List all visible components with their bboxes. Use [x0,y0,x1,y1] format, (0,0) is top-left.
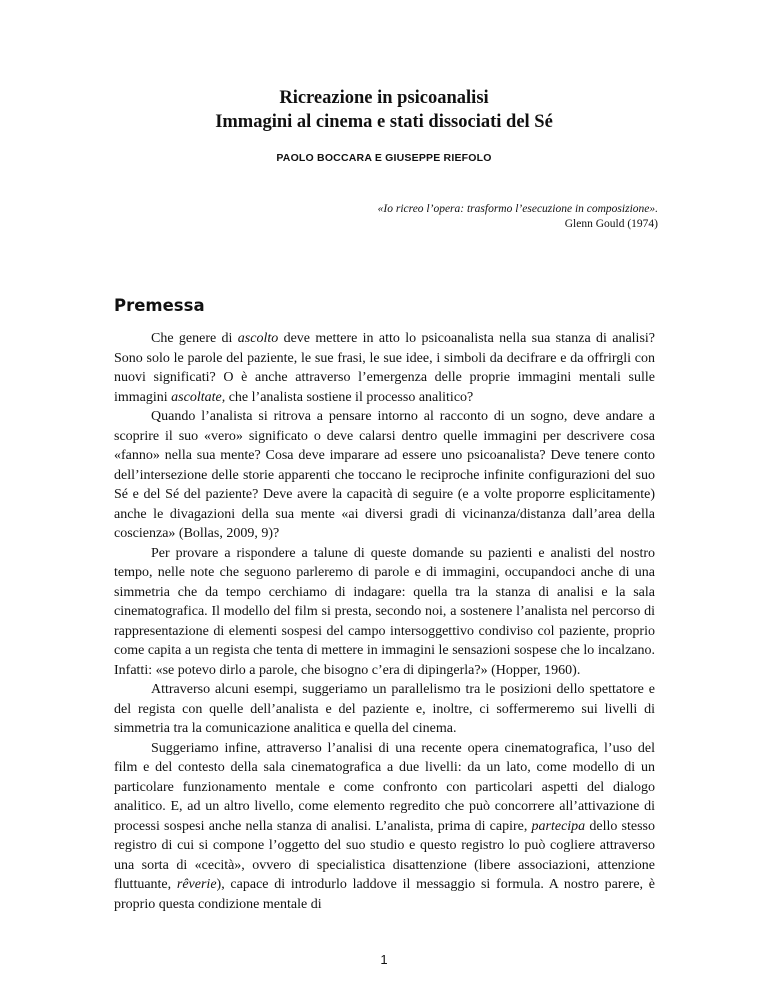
italic-text: ascoltate, [171,389,226,405]
paragraph [114,739,655,915]
text-run: dello stesso registro di cui si compone l’oggetto del suo studio e questo registro lo può cogliere attraverso una sorta di «cecità», ovvero di specialistica disattenzione (libere associazioni, attenzione fluttuante, [114,818,655,892]
page-number: 1 [380,952,388,967]
article-title [0,86,768,134]
text-run: deve mettere in atto lo psicoanalista nella sua stanza di analisi? Sono solo le parole del paziente, le sue frasi, le sue idee, i simboli da decifrare e da offrirgli con nuovi significati? O è anche attraverso l’emergenza delle proprie immagini mentali sulle immagini [114,331,655,405]
epigraph [238,202,658,232]
title-line-1: Ricreazione in psicoanalisi [279,88,489,108]
authors: PAOLO BOCCARA E GIUSEPPE RIEFOLO [276,152,492,164]
title-line-2: Immagini al cinema e stati dissociati del Sé [215,112,553,132]
section-heading: Premessa [114,296,205,315]
epigraph-attribution: Glenn Gould (1974) [564,218,658,230]
body-text [114,329,655,914]
paragraph [114,544,655,681]
text-run: ), capace di introdurlo laddove il messaggio si formula. A nostro parere, è proprio questa condizione mentale di [114,877,656,912]
italic-text: partecipa [531,818,586,834]
italic-text: ascolto [237,331,279,346]
text-run: Che genere di [151,331,238,346]
paragraph [114,407,655,544]
text-run: Quando l’analista si ritrova a pensare intorno al racconto di un sogno, deve andare a scoprire il suo «vero» significato o deve calarsi dentro quelle immagini per descrivere cosa «fanno» nella sua mente? Cosa deve imparare ad essere uno psicoanalista? Deve tenere conto dell’intersezione delle storie apparenti che toccano le reciproche infinite configurazioni del suo Sé e del Sé del paziente? Deve avere la capacità di seguire (e a volte proporre esplicitamente) anche le divagazioni della sua mente «ai diversi gradi di vicinanza/distanza dall’area della coscienza» (Bollas, 2009, 9)? [114,409,655,541]
paragraph [114,329,655,407]
paragraph [114,680,655,739]
italic-text: rêverie [176,877,217,892]
text-run: Suggeriamo infine, attraverso l’analisi di una recente opera cinematografica, l’uso del film e del contesto della sala cinematografica a due livelli: da un lato, come modello di un particolare funzionamento mentale e come confronto con particolari aspetti del dialogo analitico. E, ad un altro livello, come elemento regredito che può concorrere all’attivazione di processi sospesi anche nella stanza di analisi. L’analista, prima di capire, [114,740,655,834]
text-run: Per provare a rispondere a talune di queste domande su pazienti e analisti del nostro tempo, nelle note che seguono parleremo di parole e di immagini, occupandoci anche di una simmetria che da tempo cerchiamo di indagare: quella tra la stanza di analisi e la sala cinematografica. Il modello del film si presta, secondo noi, a sostenere l’analista nel percorso di rappresentazione di elementi sospesi del campo intersoggettivo condiviso col paziente, proprio come capita a un regista che tenta di mettere in immagini le sensazioni sospese che lo incalzano. Infatti: «se potevo dirlo a parole, che bisogno c’era di dipingerla?» (Hopper, 1960). [114,545,655,678]
text-run: che l’analista sostiene il processo analitico? [225,389,474,405]
text-run: Attraverso alcuni esempi, suggeriamo un parallelismo tra le posizioni dello spettatore e del regista con quelle dell’analista e del paziente e, inoltre, ci soffermeremo sui livelli di simmetria tra la comunicazione analitica e quella del cinema. [114,682,655,736]
epigraph-quote: «Io ricreo l’opera: trasformo l’esecuzione in composizione». [377,203,658,215]
